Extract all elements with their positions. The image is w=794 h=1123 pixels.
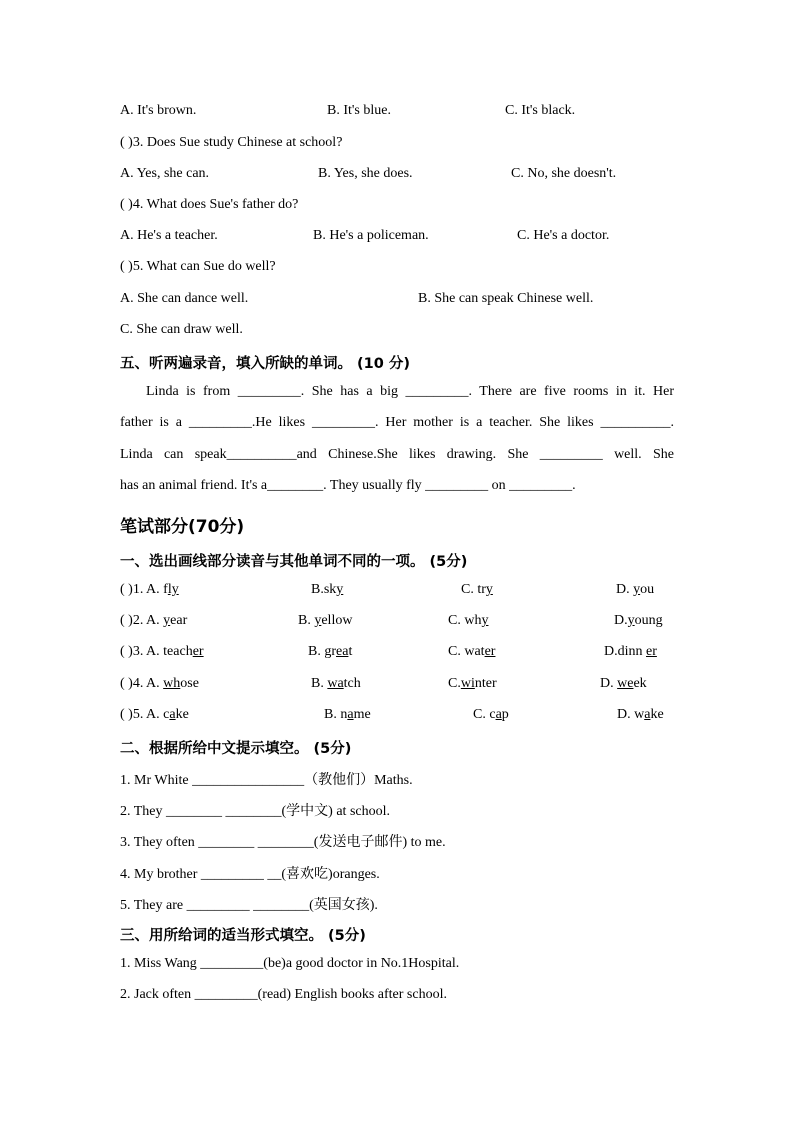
q4-option-c: C. He's a doctor.	[517, 228, 610, 243]
option-c: C. cap	[473, 707, 509, 722]
part3-item-1: 1. Miss Wang _________(be)a good doctor in No.1Hospital.	[120, 956, 460, 971]
option-d: D.dinn er	[604, 644, 657, 659]
part2-item-4: 4. My brother _________ __(喜欢吃)oranges.	[120, 867, 380, 882]
part2-item-1: 1. Mr White ________________（教他们）Maths.	[120, 773, 413, 788]
option-a: ( )5. A. cake	[120, 707, 189, 722]
written-title-row	[0, 512, 794, 538]
answer-blank[interactable]: _________	[188, 415, 252, 430]
q4-row	[0, 197, 794, 219]
option-b: B. great	[308, 644, 353, 659]
option-d: D. you	[616, 582, 655, 597]
part2-heading: 二、根据所给中文提示填空。 (5分)	[120, 741, 352, 757]
q3-options-row	[0, 166, 794, 188]
q4-option-b: B. He's a policeman.	[313, 228, 429, 243]
q3-row	[0, 135, 794, 157]
written-part-title: 笔试部分(70分)	[120, 517, 245, 537]
option-d: D.young	[614, 613, 663, 628]
part2-item-3: 3. They often ________ ________(发送电子邮件) to me.	[120, 835, 446, 850]
option-b: B. yellow	[298, 613, 353, 628]
part3-heading-row	[0, 924, 794, 946]
q2-option-b: B. It's blue.	[327, 103, 391, 118]
part1-row-1	[0, 582, 794, 604]
q4-options-row	[0, 228, 794, 250]
part3-heading: 三、用所给词的适当形式填空。 (5分)	[120, 928, 366, 944]
section5-heading-row	[0, 352, 794, 374]
q5-row	[0, 259, 794, 281]
option-b: B. name	[324, 707, 371, 722]
option-b: B.sky	[311, 582, 344, 597]
option-a: ( )1. A. fly	[120, 582, 179, 597]
answer-blank[interactable]: ________	[267, 478, 324, 493]
part1-row-3	[0, 644, 794, 666]
section5-heading: 五、听两遍录音，填入所缺的单词。 (10 分)	[120, 356, 411, 372]
answer-blank[interactable]: __________	[226, 447, 297, 462]
q4-option-a: A. He's a teacher.	[120, 228, 218, 243]
passage-line-2: father is a _________.He likes _________. Her mother is a teacher. She likes __________.	[120, 415, 674, 430]
part2-heading-row	[0, 737, 794, 759]
part1-row-5	[0, 707, 794, 729]
answer-blank[interactable]: _________	[237, 384, 301, 399]
answer-blank[interactable]: __________	[600, 415, 671, 430]
q3-option-b: B. Yes, she does.	[318, 166, 413, 181]
part1-row-4	[0, 676, 794, 698]
part2-item-2: 2. They ________ ________(学中文) at school.	[120, 804, 390, 819]
option-d: D. wake	[617, 707, 664, 722]
q3-option-a: A. Yes, she can.	[120, 166, 210, 181]
q5-options-row	[0, 291, 794, 313]
q4-text: ( )4. What does Sue's father do?	[120, 197, 299, 212]
part1-heading: 一、选出画线部分读音与其他单词不同的一项。 (5分)	[120, 554, 468, 570]
answer-blank[interactable]: _________	[509, 478, 573, 493]
q5-text: ( )5. What can Sue do well?	[120, 259, 276, 274]
q2-option-a: A. It's brown.	[120, 103, 197, 118]
option-c: C. water	[448, 644, 496, 659]
part1-row-2	[0, 613, 794, 635]
option-c: C.winter	[448, 676, 497, 691]
passage-line-4: has an animal friend. It's a________. They usually fly _________ on _________.	[120, 478, 576, 493]
option-b: B. watch	[311, 676, 361, 691]
part3-item-2: 2. Jack often _________(read) English books after school.	[120, 987, 447, 1002]
answer-blank[interactable]: _________	[405, 384, 469, 399]
part1-heading-row	[0, 550, 794, 572]
option-d: D. week	[600, 676, 647, 691]
answer-blank[interactable]: _________	[311, 415, 375, 430]
option-a: ( )2. A. year	[120, 613, 188, 628]
option-c: C. try	[461, 582, 493, 597]
passage-line-3: Linda can speak__________and Chinese.She likes drawing. She _________ well. She	[120, 447, 674, 462]
answer-blank[interactable]: _________	[425, 478, 489, 493]
q2-options-row	[0, 103, 794, 125]
option-a: ( )3. A. teacher	[120, 644, 204, 659]
q3-text: ( )3. Does Sue study Chinese at school?	[120, 135, 343, 150]
part2-item-5: 5. They are _________ ________(英国女孩).	[120, 898, 378, 913]
answer-blank[interactable]: _________	[539, 447, 603, 462]
q5-option-b: B. She can speak Chinese well.	[418, 291, 594, 306]
q5-option-a: A. She can dance well.	[120, 291, 249, 306]
option-a: ( )4. A. whose	[120, 676, 199, 691]
q3-option-c: C. No, she doesn't.	[511, 166, 617, 181]
q5-options-row-2	[0, 322, 794, 344]
passage-line-1: Linda is from _________. She has a big _________. There are five rooms in it. Her	[146, 384, 674, 399]
q2-option-c: C. It's black.	[505, 103, 576, 118]
q5-option-c: C. She can draw well.	[120, 322, 243, 337]
option-c: C. why	[448, 613, 489, 628]
